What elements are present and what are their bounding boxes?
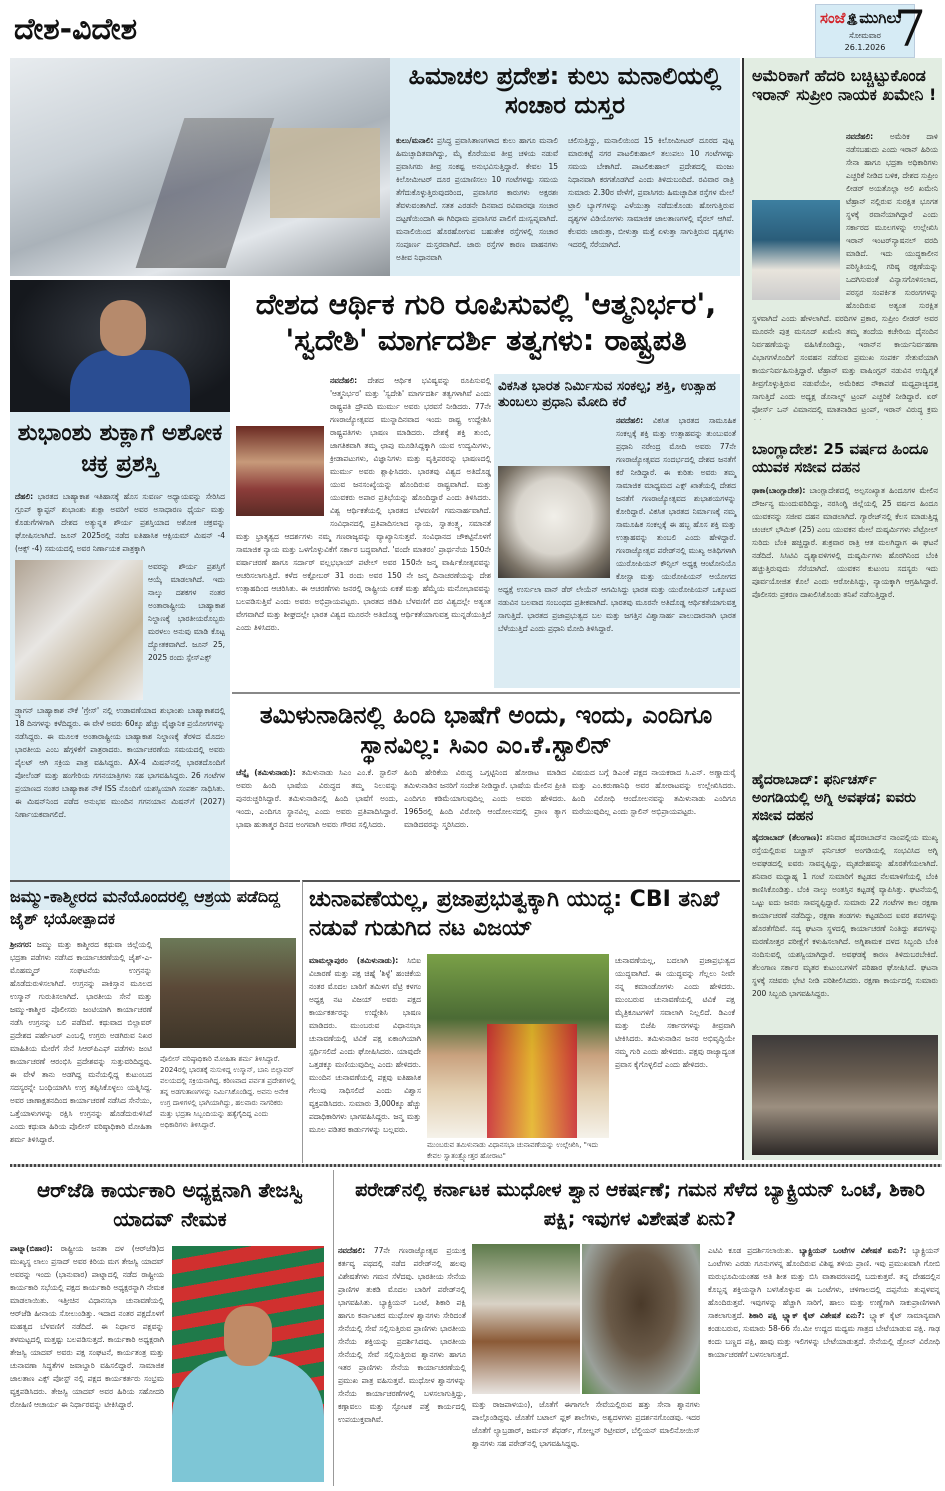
bangladesh-body bbox=[752, 484, 938, 762]
shubhanshu-body1 bbox=[15, 490, 225, 558]
section-title: ದೇಶ-ವಿದೇಶ bbox=[14, 12, 138, 47]
parade-col2: ಮತ್ತು ರಾಜಪಾಳಯಂ), ಜೊತೆಗೆ ಈಗಾಗಲೇ ಸೇವೆಯಲ್ಲಿರುವ ಹತ್ತು ಸೇನಾ ಶ್ವಾನಗಳು ಪಾಲ್ಗೊಂಡಿದ್ದವು. ಜೊತೆಗೆ ಬಟಾಲ್ ಫ್ಲಕ್ ಶಾಲೆಗಳು, ಅಶ್ವದಳಗಳು ಪ್ರದರ್ಶನಗೊಂಡವು. ಇದರ ಜೊತೆಗೆ ಲ್ಯಾಬ್ರಡಾರ್, ಜರ್ಮನ್ ಶೆಫರ್ಡ್, ಗೋಲ್ಡನ್ ರಿಟ್ರೀವರ್, ಬೆಲ್ಜಿಯನ್ ಮಾಲಿನೋಯಿಸ್ ಶ್ವಾನಗಳು ಸಹ ಪರೇಡ್‌ನಲ್ಲಿ ಭಾಗವಹಿಸಿದ್ದವು. bbox=[472, 1400, 700, 1448]
himachal-col1 bbox=[396, 134, 558, 272]
scarf bbox=[487, 1024, 577, 1138]
shubhanshu-body2: ಅವರನ್ನು ಶೌರ್ಯ ಪ್ರಶಸ್ತಿಗೆ ಆಯ್ಕೆ ಮಾಡಲಾಗಿದೆ. ಇದು ನಾಲ್ಕು ದಶಕಗಳ ನಂತರ ಅಂತಾರಾಷ್ಟ್ರೀಯ ಬಾಹ್ಯಾಕಾಶ ನಿಲ್ದಾಣಕ್ಕೆ ಭಾರತೀಯರೊಬ್ಬರು ಮರಳಲು ಅನುವು ಮಾಡಿ ಕೊಟ್ಟ ದ್ಯೋತಕವಾಗಿದೆ. ಜೂನ್ 25, 2025 ರಂದು ಸ್ಪೇಸ್‌ಎಕ್ಸ್ bbox=[148, 562, 225, 662]
murmu-photo bbox=[236, 426, 324, 516]
shubhanshu-body3: ಡ್ರ್ಯಾಗನ್ ಬಾಹ್ಯಾಕಾಶ ನೌಕೆ 'ಗ್ರೇಸ್' ನಲ್ಲಿ ಉಡಾವಣೆಯಾದ ಶುಭಾಂಶು ಬಾಹ್ಯಾಕಾಶದಲ್ಲಿ 18 ದಿನಗಳನ್ನು ಕಳೆದಿದ್ದರು. ಈ ವೇಳೆ ಅವರು 60ಕ್ಕೂ ಹೆಚ್ಚು ವೈಜ್ಞಾನಿಕ ಪ್ರಯೋಗಗಳನ್ನು ನಡೆಸಿದ್ದರು. ಈ ಮೂಲಕ ಅಂತಾರಾಷ್ಟ್ರೀಯ ಬಾಹ್ಯಾಕಾಶ ನಿಲ್ದಾಣಕ್ಕೆ ತೆರಳಿದ ಮೊದಲ ಭಾರತೀಯ ಎಂಬ ಹೆಗ್ಗಳಿಕೆಗೆ ಪಾತ್ರರಾದರು. ಕಾರ್ಯಾಚರಣೆಯ ಸಮಯದಲ್ಲಿ ಅವರು ಪೈಲಟ್ ಆಗಿ ಸಕ್ರಿಯ ಪಾತ್ರ ವಹಿಸಿದ್ದರು. AX-4 ಮಿಷನ್‌ನಲ್ಲಿ ಭಾರತದೊಂದಿಗೆ ಪೋಲೆಂಡ್ ಮತ್ತು ಹಂಗೇರಿಯ ಗಗನಯಾತ್ರಿಗಳು ಸಹ ಭಾಗವಹಿಸಿದ್ದರು. 26 ಗಂಟೆಗಳ ಪ್ರಯಾಣದ ನಂತರ ಬಾಹ್ಯಾಕಾಶ ನೌಕೆ ISS ನೊಂದಿಗೆ ಯಶಸ್ವಿಯಾಗಿ ಸಂಪರ್ಕ ಸಾಧಿಸಿತು. ಈ ಮಿಷನ್‌ನಿಂದ ಪಡೆದ ಅನುಭವ ಮುಂದಿನ ಗಗನಯಾನ ಮಿಷನ್‌ಗೆ (2027) ನಿರ್ಣಾಯಕವಾಗಲಿದೆ. bbox=[15, 706, 225, 819]
section-divider bbox=[10, 1164, 942, 1167]
face bbox=[224, 1306, 272, 1366]
hyderabad-body-text: ಶನಿವಾರ ಹೈದರಾಬಾದ್‌ನ ನಾಂಪಲ್ಲಿಯ ಮುಖ್ಯ ರಸ್ತೆಯಲ್ಲಿರುವ ಬಚ್ಚಾಸ್ ಫರ್ನಿಚರ್ ಅಂಗಡಿಯಲ್ಲಿ ಸಂಭವಿಸಿದ ಅಗ್ನಿ ಅವಘಡದಲ್ಲಿ ಐವರು ಸಾವನ್ನಪ್ಪಿದ್ದು, ಮೃತದೇಹವನ್ನು ಹೊರತೆಗೆಯಲಾಗಿದೆ. ಶನಿವಾರ ಮಧ್ಯಾಹ್ನ 1 ಗಂಟೆ ಸುಮಾರಿಗೆ ಕಟ್ಟಡದ ನೆಲಮಾಳಿಗೆಯಲ್ಲಿ ಬೆಂಕಿ ಕಾಣಿಸಿಕೊಂಡಿತ್ತು. ಬೆಂಕಿ ನಾಲ್ಕು ಅಂತಸ್ತಿನ ಕಟ್ಟಡಕ್ಕೆ ವ್ಯಾಪಿಸಿತ್ತು. ಘಟನೆಯಲ್ಲಿ ಒಟ್ಟು ಐದು ಜನರು ಸಾವನ್ನಪ್ಪಿದ್ದಾರೆ. ಸುಮಾರು 22 ಗಂಟೆಗಳ ಕಾಲ ರಕ್ಷಣಾ ಕಾರ್ಯಾಚರಣೆ ನಡೆದಿದ್ದು, ರಕ್ಷಣಾ ತಂಡಗಳು ಕಟ್ಟಡದಿಂದ ಐವರ ಶವಗಳನ್ನು ಹೊರತೆಗೆದಿವೆ. ಸದ್ಯ ಘಟನಾ ಸ್ಥಳದಲ್ಲಿ ಕಾರ್ಯಾಚರಣೆ ನಿಂತಿದ್ದು ಶವಗಳನ್ನು ಮರಣೋತ್ತರ ಪರೀಕ್ಷೆಗೆ ಕಳುಹಿಸಲಾಗಿದೆ. ಅಗ್ನಿಶಾಮಕ ದಳದ ಸಿಬ್ಬಂದಿ ಬೆಂಕಿ ನಂದಿಸುವಲ್ಲಿ ಯಶಸ್ವಿಯಾಗಿದ್ದಾರೆ. ಅವಘಡಕ್ಕೆ ಕಾರಣ ತಿಳಿದುಬರಬೇಕಿದೆ. ತೆಲಂಗಾಣ ಸರ್ಕಾರ ಮೃತರ ಕುಟುಂಬಗಳಿಗೆ ಪರಿಹಾರ ಘೋಷಿಸಿದೆ. ಘಟನಾ ಸ್ಥಳಕ್ಕೆ ಸಚಿವರು ಭೇಟಿ ನೀಡಿ ಪರಿಶೀಲಿಸಿದರು. ರಕ್ಷಣಾ ಕಾರ್ಯದಲ್ಲಿ ಸುಮಾರು 200 ಸಿಬ್ಬಂದಿ ಭಾಗವಹಿಸಿದ್ದರು. bbox=[752, 833, 938, 998]
shubhanshu-body1-text: ಭಾರತದ ಬಾಹ್ಯಾಕಾಶ ಇತಿಹಾಸಕ್ಕೆ ಹೊಸ ಸುವರ್ಣ ಅಧ್ಯಾಯವನ್ನು ಸೇರಿಸಿದ ಗ್ರೂಪ್ ಕ್ಯಾಪ್ಟನ್ ಶುಭಾಂಶು ಶುಕ್ಲಾ ಅವರಿಗೆ ಅವರ ಅಸಾಧಾರಣ ಧೈರ್ಯ ಮತ್ತು ಕೊಡುಗೆಗಳಿಗಾಗಿ ದೇಶದ ಅತ್ಯುನ್ನತ ಶೌರ್ಯ ಪ್ರಶಸ್ತಿಯಾದ ಅಶೋಕ ಚಕ್ರವನ್ನು ಘೋಷಿಸಲಾಗಿದೆ. ಜೂನ್ 2025ರಲ್ಲಿ ನಡೆದ ಐತಿಹಾಸಿಕ ಆಕ್ಸಿಯಮ್ ಮಿಷನ್ -4 (ಆಕ್ಸ್ -4) ಸಮಯದಲ್ಲಿ ಅವರ ನಿರ್ಣಾಯಕ ಪಾತ್ರಕ್ಕಾಗಿ bbox=[15, 492, 225, 553]
hyderabad-headline: ಹೈದರಾಬಾದ್: ಫರ್ನಿಚರ್ಸ್ ಅಂಗಡಿಯಲ್ಲಿ ಅಗ್ನಿ ಅವಘಡ; ಐವರು ಸಜೀವ ದಹನ bbox=[752, 772, 916, 825]
stalin-article bbox=[232, 692, 740, 880]
jaish-article bbox=[10, 880, 300, 1163]
stalin-headline: ತಮಿಳುನಾಡಿನಲ್ಲಿ ಹಿಂದಿ ಭಾಷೆಗೆ ಅಂದು, ಇಂದು, ಎಂದಿಗೂ ಸ್ಥಾನವಿಲ್ಲ: ಸಿಎಂ ಎಂ.ಕೆ.ಸ್ಟಾಲಿನ್ bbox=[259, 701, 713, 759]
parade-col1 bbox=[338, 1244, 466, 1424]
bangladesh-dateline: ಢಾಕಾ(ಬಾಂಗ್ಲಾದೇಶ): bbox=[752, 486, 806, 495]
column-rule bbox=[333, 1170, 334, 1486]
terrorist-photo bbox=[160, 938, 296, 1048]
parade-dateline: ನವದೆಹಲಿ: bbox=[338, 1246, 366, 1255]
shubhanshu-headline: ಶುಭಾಂಶು ಶುಕ್ಲಾಗೆ ಅಶೋಕ ಚಕ್ರ ಪ್ರಶಸ್ತಿ bbox=[17, 420, 223, 478]
kite-subhead: ಶಿಕಾರಿ ಪಕ್ಷಿ ಬ್ಲ್ಯಾಕ್ ಕೈಟ್ ವಿಶೇಷತೆ ಏನು?: bbox=[748, 1311, 865, 1320]
vijay-dateline: ಮಾಮಲ್ಲಾಪುರಂ (ತಮಿಳುನಾಡು): bbox=[309, 956, 399, 965]
jaish-dateline: ಶ್ರೀನಗರ: bbox=[10, 940, 32, 949]
vijay-photo bbox=[427, 954, 609, 1138]
jaish-headline: ಜಮ್ಮು-ಕಾಶ್ಮೀರದ ಮನೆಯೊಂದರಲ್ಲಿ ಆಶ್ರಯ ಪಡೆದಿದ್ದ ಜೈಶ್ ಭಯೋತ್ಪಾದಕ bbox=[10, 887, 280, 928]
himachal-col1-text: ಪ್ರಸಿದ್ಧ ಪ್ರವಾಸಿತಾಣಗಳಾದ ಕುಲು ಹಾಗೂ ಮನಾಲಿ ಹಿಮಚ್ಛಾದಿತವಾಗಿದ್ದು, ಮೈ ಕೊರೆಯುವ ತೀವ್ರ ಚಳಿಯ ನಡುವೆ ಪ್ರವಾಸಿಗರು ತೀವ್ರ ಸಂಕಷ್ಟ ಅನುಭವಿಸುತ್ತಿದ್ದಾರೆ. ಕೇವಲ 15 ಕಿಲೋಮೀಟರ್ ದೂರ ಪ್ರಯಾಣಿಸಲು 10 ಗಂಟೆಗಳಷ್ಟು ಸಮಯ ತೆಗೆದುಕೊಳ್ಳುತ್ತಿರುವುದರಿಂದ, ಪ್ರವಾಸಿಗರ ಕಾರುಗಳು ಅಕ್ಷರಶಃ ತೆವಳುವಂತಾಗಿದೆ. ಸತತ ಎರಡನೇ ದಿನವಾದ ರವಿವಾರವೂ ಸಂಚಾರ ದಟ್ಟಣೆಯಿಂದಾಗಿ ಈ ಗಿರಿಧಾಮ ಪ್ರವಾಸಿಗರ ಪಾಲಿಗೆ ದುಃಸ್ವಪ್ನವಾಗಿದೆ. ಮನಾಲಿಯಿಂದ ಹೊರಹೋಗುವ ಬಹುತೇಕ ರಸ್ತೆಗಳಲ್ಲಿ ಸಂಚಾರ ಸಂಪೂರ್ಣ ದುಸ್ತರವಾಗಿದೆ. ಜಾರು ರಸ್ತೆಗಳ ಕಾರಣ ವಾಹನಗಳು ಅತೀವ ನಿಧಾನವಾಗಿ bbox=[396, 136, 558, 262]
hyderabad-dateline: ಹೈದರಾಬಾದ್ (ತೆಲಂಗಾಣ): bbox=[752, 833, 823, 842]
himachal-dateline: ಕುಲು/ಮನಾಲಿ: bbox=[396, 136, 434, 145]
vijay-col1-text: ಸಿಬಿಐ ವಿಚಾರಣೆ ಮತ್ತು ಪಕ್ಷ ಚಿಹ್ನೆ 'ಶಿಳ್ಳೆ' ಹಂಚಿಕೆಯ ನಂತರ ಮೊದಲ ಬಾರಿಗೆ ತಮಿಳಗ ವೆಟ್ರಿ ಕಳಗಂ ಅಧ್ಯಕ್ಷ ನಟ ವಿಜಯ್ ಅವರು ಪಕ್ಷದ ಕಾರ್ಯಕರ್ತರನ್ನು ಉದ್ದೇಶಿಸಿ ಭಾಷಣ ಮಾಡಿದರು. ಮುಂಬರುವ ವಿಧಾನಸಭಾ ಚುನಾವಣೆಯಲ್ಲಿ ಟಿವಿಕೆ ಪಕ್ಷ ಏಕಾಂಗಿಯಾಗಿ ಸ್ಪರ್ಧಿಸಲಿದೆ ಎಂದು ಘೋಷಿಸಿದರು. ಯಾವುದೇ ಒತ್ತಡಕ್ಕೂ ಮಣಿಯುವುದಿಲ್ಲ ಎಂದು ಹೇಳಿದರು. ಮುಂದಿನ ಚುನಾವಣೆಯಲ್ಲಿ ಪಕ್ಷವು ಐತಿಹಾಸಿಕ ಗೆಲುವು ಸಾಧಿಸಲಿದೆ ಎಂದು ವಿಶ್ವಾಸ ವ್ಯಕ್ತಪಡಿಸಿದರು. ಸುಮಾರು 3,000ಕ್ಕೂ ಹೆಚ್ಚು ಪದಾಧಿಕಾರಿಗಳು ಭಾಗವಹಿಸಿದ್ದರು. ಜನ್ಮ ಮತ್ತು ಮೂಲ ಪಡಿತರ ಕಾರ್ಡುಗಳನ್ನು ಬಲ್ಲವರು. bbox=[309, 956, 421, 1134]
modi-article bbox=[494, 374, 740, 688]
modi-body-text: ವಿಕಸಿತ ಭಾರತದ ಸಾಮೂಹಿಕ ಸಂಕಲ್ಪಕ್ಕೆ ಶಕ್ತಿ ಮತ್ತು ಉತ್ಸಾಹವನ್ನು ತುಂಬುವಂತೆ ಪ್ರಧಾನಿ ನರೇಂದ್ರ ಮೋದಿ ಅವರು 77ನೇ ಗಣರಾಜ್ಯೋತ್ಸವದ ಸಂದರ್ಭದಲ್ಲಿ ದೇಶದ ಜನತೆಗೆ ಕರೆ ನೀಡಿದ್ದಾರೆ. ಈ ಕುರಿತು ಅವರು ತಮ್ಮ ಸಾಮಾಜಿಕ ಮಾಧ್ಯಮದ ಎಕ್ಸ್ ಖಾತೆಯಲ್ಲಿ ದೇಶದ ಜನತೆಗೆ ಗಣರಾಜ್ಯೋತ್ಸವದ ಶುಭಾಶಯಗಳನ್ನು ಕೋರಿದ್ದಾರೆ. ವಿಕಸಿತ ಭಾರತದ ನಿರ್ಮಾಣಕ್ಕೆ ನಮ್ಮ ಸಾಮೂಹಿಕ ಸಂಕಲ್ಪಕ್ಕೆ ಈ ಹಬ್ಬ ಹೊಸ ಶಕ್ತಿ ಮತ್ತು ಉತ್ಸಾಹವನ್ನು ತುಂಬಲಿ ಎಂದು ಹೇಳಿದ್ದಾರೆ. ಗಣರಾಜ್ಯೋತ್ಸವ ಪರೇಡ್‌ನಲ್ಲಿ ಮುಖ್ಯ ಅತಿಥಿಗಳಾಗಿ ಯುರೋಪಿಯನ್ ಕೌನ್ಸಿಲ್ ಅಧ್ಯಕ್ಷ ಆಂಟೋನಿಯೊ ಕೋಸ್ಟಾ ಮತ್ತು ಯುರೋಪಿಯನ್ ಆಯೋಗದ ಅಧ್ಯಕ್ಷೆ ಉರ್ಸುಲಾ ವಾನ್ ಡೆರ್ ಲೇಯೆನ್ ಆಗಮಿಸಿದ್ದು ಭಾರತ ಮತ್ತು ಯುರೋಪಿಯನ್ ಒಕ್ಕೂಟದ ನಡುವಿನ ಬಲವಾದ ಸಂಬಂಧದ ಪ್ರತೀಕವಾಗಿದೆ. ಭಾರತವು ಮೂರನೇ ಅತಿದೊಡ್ಡ ಆರ್ಥಿಕತೆಯಾಗುವತ್ತ ಸಾಗುತ್ತಿದೆ. ಭಾರತದ ಪ್ರಜಾಪ್ರಭುತ್ವದ ಬಲ ಮತ್ತು ಜಗತ್ತಿನ ವಿಶ್ವಾಸಾರ್ಹ ಪಾಲುದಾರನಾಗಿ ಭಾರತ ಬೆಳೆಯುತ್ತಿದೆ ಎಂದು ಪ್ರಧಾನಿ ಮೋದಿ ತಿಳಿಸಿದ್ದಾರೆ. bbox=[498, 416, 736, 633]
tejashwi-article bbox=[10, 1170, 330, 1486]
camel-text: ಬ್ಯಾಕ್ಟ್ರಿಯನ್ ಒಂಟೆಗಳು ಎರಡು ಗೂನುಗಳನ್ನ ಹೊಂದಿರುವ ವಿಶಿಷ್ಟ ತಳಿಯ ಪ್ರಾಣಿ. ಇವು ಪ್ರಮುಖವಾಗಿ ಗೋಬಿ ಮರುಭೂಮಿಯಂತಹ ಅತಿ ಶೀತ ಮತ್ತು ಬಿಸಿ ವಾತಾವರಣದಲ್ಲಿ ಬದುಕುತ್ತವೆ. ತನ್ನ ದೇಹದಲ್ಲಿನ ಕೊಬ್ಬನ್ನ ಶಕ್ತಿಯನ್ನಾಗಿ ಬಳಸಿಕೊಳ್ಳುವ ಈ ಒಂಟೆಗಳು, ಚಳಿಗಾಲದಲ್ಲಿ ದಪ್ಪನೆಯ ತುಪ್ಪಳವನ್ನ ಹೊಂದಿರುತ್ತವೆ. ಇವುಗಳನ್ನು ಹೆಚ್ಚಾಗಿ ಸಾರಿಗೆ, ಹಾಲು ಮತ್ತು ಉಣ್ಣೆಗಾಗಿ ಸಾಕುಪ್ರಾಣಿಗಳಾಗಿ ಸಾಕಲಾಗುತ್ತದೆ. bbox=[708, 1246, 940, 1320]
bangladesh-article bbox=[742, 420, 942, 765]
parade-col1-text: 77ನೇ ಗಣರಾಜ್ಯೋತ್ಸವ ಪ್ರಯುಕ್ತ ಕರ್ತವ್ಯ ಪಥದಲ್ಲಿ ನಡೆದ ಪರೇಡ್‌ನಲ್ಲಿ ಹಲವು ವಿಶೇಷತೆಗಳು ಗಮನ ಸೆಳೆದವು. ಭಾರತೀಯ ಸೇನೆಯ ಪ್ರಾಣಿಗಳ ತುಕಡಿ ಮೊದಲ ಬಾರಿಗೆ ಪರೇಡ್‌ನಲ್ಲಿ ಭಾಗವಹಿಸಿತು. ಬ್ಯಾಕ್ಟ್ರಿಯನ್ ಒಂಟೆ, ಶಿಕಾರಿ ಪಕ್ಷಿ ಹಾಗೂ ಕರ್ನಾಟಕದ ಮುಧೋಳ ಶ್ವಾನಗಳು ಸೇರಿದಂತೆ ಸೇನೆಯಲ್ಲಿ ಸೇವೆ ಸಲ್ಲಿಸುತ್ತಿರುವ ಪ್ರಾಣಿಗಳು ಭಾರತೀಯ ಸೇನೆಯ ಶಕ್ತಿಯನ್ನು ಪ್ರದರ್ಶಿಸಿದವು. ಭಾರತೀಯ ಸೇನೆಯಲ್ಲಿ ಸೇವೆ ಸಲ್ಲಿಸುತ್ತಿರುವ ಶ್ವಾನಗಳು ಹಾಗೂ ಇತರ ಪ್ರಾಣಿಗಳು ಸೇನೆಯ ಕಾರ್ಯಾಚರಣೆಯಲ್ಲಿ ಪ್ರಮುಖ ಪಾತ್ರ ವಹಿಸುತ್ತವೆ. ಮುಧೋಳ ಶ್ವಾನಗಳನ್ನು ಸೇನೆಯ ಕಾರ್ಯಾಚರಣೆಗಳಲ್ಲಿ ಬಳಸಲಾಗುತ್ತಿದ್ದು, ಕಣ್ಗಾವಲು ಮತ್ತು ಸ್ಫೋಟಕ ಪತ್ತೆ ಕಾರ್ಯದಲ್ಲಿ ಉಪಯುಕ್ತವಾಗಿವೆ. bbox=[338, 1246, 466, 1424]
vijay-article bbox=[302, 880, 740, 1163]
face bbox=[100, 300, 146, 356]
bangladesh-body-text: ಬಾಂಗ್ಲಾದೇಶದಲ್ಲಿ ಅಲ್ಪಸಂಖ್ಯಾತ ಹಿಂದೂಗಳ ಮೇಲಿನ ದೌರ್ಜನ್ಯ ಮುಂದುವರಿದಿದ್ದು, ನರಸಿಂಗ್ಡಿ ಜಿಲ್ಲೆಯಲ್ಲಿ 25 ವರ್ಷದ ಹಿಂದೂ ಯುವಕನನ್ನು ಸಜೀವ ದಹನ ಮಾಡಲಾಗಿದೆ. ಗ್ಯಾರೇಜ್‌ನಲ್ಲಿ ಕೆಲಸ ಮಾಡುತ್ತಿದ್ದ ಚಂಚಲ್ ಭೌಮಿಕ್ (25) ಎಂಬ ಯುವಕನ ಮೇಲೆ ದುಷ್ಕರ್ಮಿಗಳು ಪೆಟ್ರೋಲ್ ಸುರಿದು ಬೆಂಕಿ ಹಚ್ಚಿದ್ದಾರೆ. ಶುಕ್ರವಾರ ರಾತ್ರಿ ಆತ ಮಲಗಿದ್ದಾಗ ಈ ಘಟನೆ ನಡೆದಿದೆ. ಸಿಸಿಟಿವಿ ದೃಶ್ಯಾವಳಿಗಳಲ್ಲಿ ದುಷ್ಕರ್ಮಿಗಳು ಹೊರಗಿನಿಂದ ಬೆಂಕಿ ಹಚ್ಚುತ್ತಿರುವುದು ಸೆರೆಯಾಗಿದೆ. ಯುವಕನ ಕುಟುಂಬ ಸದಸ್ಯರು ಇದು ಪೂರ್ವಯೋಜಿತ ಕೊಲೆ ಎಂದು ಆರೋಪಿಸಿದ್ದು, ನ್ಯಾಯಕ್ಕಾಗಿ ಆಗ್ರಹಿಸಿದ್ದಾರೆ. ಪೊಲೀಸರು ಪ್ರಕರಣ ದಾಖಲಿಸಿಕೊಂಡು ತನಿಖೆ ನಡೆಸುತ್ತಿದ್ದಾರೆ. bbox=[752, 486, 938, 599]
paper-name-black: ಮುಗಿಲು bbox=[859, 9, 901, 27]
iran-article bbox=[742, 58, 942, 420]
shirt bbox=[172, 1356, 324, 1482]
president-body-text: ದೇಶದ ಆರ್ಥಿಕ ಭವಿಷ್ಯವನ್ನು ರೂಪಿಸುವಲ್ಲಿ 'ಆತ್ಮನಿರ್ಭರ' ಮತ್ತು 'ಸ್ವದೇಶಿ' ಮಾರ್ಗದರ್ಶಿ ತತ್ವಗಳಾಗಿವೆ ಎಂದು ರಾಷ್ಟ್ರಪತಿ ದ್ರೌಪದಿ ಮುರ್ಮು ಅವರು ಭರವಸೆ ನೀಡಿದರು. 77ನೇ ಗಣರಾಜ್ಯೋತ್ಸವದ ಮುನ್ನಾದಿನವಾದ ಇಂದು ರಾಷ್ಟ್ರ ಉದ್ದೇಶಿಸಿ ರಾಷ್ಟ್ರಪತಿಗಳು ಭಾಷಣ ಮಾಡಿದರು. ದೇಶಕ್ಕೆ ಶಕ್ತಿ ತುಂಬಿ, ಜಾಗತಿಕವಾಗಿ ತಮ್ಮ ಛಾಪು ಮೂಡಿಸಿದ್ದಕ್ಕಾಗಿ ಯುವ ಉದ್ಯಮಿಗಳು, ಕ್ರೀಡಾಪಟುಗಳು, ವಿಜ್ಞಾನಿಗಳು ಮತ್ತು ವೃತ್ತಿಪರರನ್ನು ಭಾಷಣದಲ್ಲಿ ಮುರ್ಮು ಅವರು ಶ್ಲಾಘಿಸಿದರು. ಭಾರತವು ವಿಶ್ವದ ಅತಿದೊಡ್ಡ ಯುವ ಜನಸಂಖ್ಯೆಯನ್ನು ಹೊಂದಿರುವ ರಾಷ್ಟ್ರವಾಗಿದೆ. ಮತ್ತು ಯುವಕರು ಅಪಾರ ಪ್ರತಿಭೆಯನ್ನು ಹೊಂದಿದ್ದಾರೆ ಎಂದು ತಿಳಿಸಿದರು. ವಿಶ್ವ ಆರ್ಥಿಕತೆಯಲ್ಲಿ ಭಾರತದ ಬೆಳವಣಿಗೆ ಗಮನಾರ್ಹವಾಗಿದೆ. ಸಂವಿಧಾನದಲ್ಲಿ ಪ್ರತಿಪಾದಿಸಲಾದ ನ್ಯಾಯ, ಸ್ವಾತಂತ್ರ್ಯ, ಸಮಾನತೆ ಮತ್ತು ಭ್ರಾತೃತ್ವದ ಆದರ್ಶಗಳು ನಮ್ಮ ಗಣರಾಜ್ಯವನ್ನು ವ್ಯಾಖ್ಯಾನಿಸುತ್ತವೆ. ಸಂವಿಧಾನದ ಚೌಕಟ್ಟಿನೊಳಗೆ ಸಾಮಾಜಿಕ ನ್ಯಾಯ ಮತ್ತು ಒಳಗೊಳ್ಳುವಿಕೆಗೆ ಸರ್ಕಾರ ಬದ್ಧವಾಗಿದೆ. 'ವಂದೇ ಮಾತರಂ' ಪ್ರಾರ್ಥನೆಯ 150ನೇ ವರ್ಷಾಚರಣೆ ಹಾಗೂ ಸರ್ದಾರ್ ವಲ್ಲಭಭಾಯ್ ಪಟೇಲ್ ಅವರ 150ನೇ ಜನ್ಮ ವಾರ್ಷಿಕೋತ್ಸವವನ್ನು ಆಚರಿಸಲಾಗುತ್ತಿದೆ. ಕಳೆದ ಅಕ್ಟೋಬರ್ 31 ರಂದು ಅವರ 150 ನೇ ಜನ್ಮ ದಿನಾಚರಣೆಯನ್ನು ದೇಶ ಉತ್ಸಾಹದಿಂದ ಆಚರಿಸಿತು. ಈ ಆಚರಣೆಗಳು ಜನರಲ್ಲಿ ರಾಷ್ಟ್ರೀಯ ಏಕತೆ ಮತ್ತು ಹೆಮ್ಮೆಯ ಮನೋಭಾವವನ್ನು ಬಲಪಡಿಸುತ್ತಿವೆ ಎಂದು ಅವರು ಅಭಿಪ್ರಾಯಪಟ್ಟರು. ಭಾರತದ ಜಿಡಿಪಿ ಬೆಳವಣಿಗೆ ದರ ವಿಶ್ವದಲ್ಲೇ ಅತ್ಯಂತ ವೇಗವಾಗಿದೆ ಮತ್ತು ಶೀಘ್ರದಲ್ಲೇ ಭಾರತ ವಿಶ್ವದ ಮೂರನೇ ಅತಿದೊಡ್ಡ ಆರ್ಥಿಕತೆಯಾಗುವತ್ತ ಮುನ್ನಡೆಯುತ್ತಿದೆ ಎಂದು ತಿಳಿಸಿದರು. bbox=[236, 376, 491, 632]
parade-col3 bbox=[708, 1244, 940, 1484]
hyderabad-body bbox=[752, 831, 938, 1029]
hyderabad-article bbox=[742, 765, 942, 1160]
kite-text: ಬ್ಲ್ಯಾಕ್ ಕೈಟ್ ಸಾಮಾನ್ಯವಾಗಿ ಕಂಡುಬರುವ, ಸುಮಾರು 58-66 ಸೆಂ.ಮೀ ಉದ್ದದ ಮಧ್ಯಮ ಗಾತ್ರದ ಬೇಟೆಯಾಡುವ ಪಕ್ಷಿ. ಗಾಢ ಕಂದು ಬಣ್ಣದ ಪಕ್ಷಿ, ಹಾವು ಮತ್ತು ಇಲಿಗಳನ್ನು ಬೇಟೆಯಾಡುತ್ತದೆ. ಸೇನೆಯಲ್ಲಿ ಡ್ರೋನ್ ವಿರೋಧಿ ಕಾರ್ಯಾಚರಣೆಗೆ ಬಳಸಲಾಗುತ್ತದೆ. bbox=[708, 1311, 940, 1359]
stalin-col1-text: ತಮಿಳುನಾಡು ಸಿಎಂ ಎಂ.ಕೆ. ಸ್ಟಾಲಿನ್ ಅವರು ಹಿಂದಿ ಭಾಷೆಯ ವಿರುದ್ಧದ ತಮ್ಮ ನಿಲುವನ್ನು ಪುನರುಚ್ಚರಿಸಿದ್ದಾರೆ. ತಮಿಳುನಾಡಿನಲ್ಲಿ ಹಿಂದಿ ಭಾಷೆಗೆ ಅಂದು, ಇಂದು, ಎಂದಿಗೂ ಸ್ಥಾನವಿಲ್ಲ ಎಂದು ಅವರು ಪ್ರತಿಪಾದಿಸಿದ್ದಾರೆ. ಭಾಷಾ ಹುತಾತ್ಮರ ದಿನದ ಅಂಗವಾಗಿ ಅವರು ಗೌರವ ಸಲ್ಲಿಸಿದರು. bbox=[236, 768, 399, 829]
tejashwi-body-text: ರಾಷ್ಟ್ರೀಯ ಜನತಾ ದಳ (ಆರ್‌ಜೆಡಿ)ದ ಮುಖ್ಯಸ್ಥ ಲಾಲು ಪ್ರಸಾದ್ ಅವರ ಕಿರಿಯ ಮಗ ತೇಜಸ್ವಿ ಯಾದವ್ ಅವರನ್ನು ಇಂದು (ಭಾನುವಾರ) ಪಾಟ್ನಾದಲ್ಲಿ ನಡೆದ ರಾಷ್ಟ್ರೀಯ ಕಾರ್ಯಕಾರಿ ಸಭೆಯಲ್ಲಿ ಪಕ್ಷದ ಕಾರ್ಯಕಾರಿ ಅಧ್ಯಕ್ಷರನ್ನಾಗಿ ನೇಮಕ ಮಾಡಲಾಯಿತು. ಇತ್ತೀಚಿನ ವಿಧಾನಸಭಾ ಚುನಾವಣೆಯಲ್ಲಿ ಆರ್‌ಜೆಡಿ ಹೀನಾಯ ಸೋಲುಂಡಿತ್ತು. ಇದಾದ ನಂತರ ಪಕ್ಷದೊಳಗೆ ಮಹತ್ವದ ಬೆಳವಣಿಗೆ ನಡೆದಿದೆ. ಈ ನಿರ್ಧಾರ ಪಕ್ಷವನ್ನು ತಳಮಟ್ಟದಲ್ಲಿ ಮತ್ತಷ್ಟು ಬಲಪಡಿಸುತ್ತದೆ. ಕಾರ್ಯಕಾರಿ ಅಧ್ಯಕ್ಷರಾಗಿ ತೇಜಸ್ವಿ ಯಾದವ್ ಅವರು ಪಕ್ಷ ಸಂಘಟನೆ, ಕಾರ್ಯತಂತ್ರ ಮತ್ತು ಚುನಾವಣಾ ಸಿದ್ಧತೆಗಳ ಜವಾಬ್ದಾರಿ ವಹಿಸಲಿದ್ದಾರೆ. ಸಾಮಾಜಿಕ ಜಾಲತಾಣ ಎಕ್ಸ್ ಪೋಸ್ಟ್ ನಲ್ಲಿ ಪಕ್ಷದ ಕಾರ್ಯಕರ್ತರು ಸಂಭ್ರಮ ವ್ಯಕ್ತಪಡಿಸಿದರು. ತೇಜಸ್ವಿ ಯಾದವ್ ಅವರ ಹಿರಿಯ ಸಹೋದರಿ ರೋಹಿಣಿ ಆಚಾರ್ಯ ಈ ನಿರ್ಧಾರವನ್ನು ಟೀಕಿಸಿದ್ದಾರೆ. bbox=[10, 1244, 164, 1409]
president-body bbox=[236, 374, 491, 686]
stalin-col3: ವಿಷಯದ ಬಗ್ಗೆ ಡಿಎಂಕೆ ಪಕ್ಷದ ನಾಯಕರಾದ ಸಿ.ಎನ್. ಅಣ್ಣಾದುರೈ ಮತ್ತು ಎಂ.ಕರುಣಾನಿಧಿ ಅವರ ಹೋರಾಟವನ್ನು ಉಲ್ಲೇಖಿಸಿದರು. ಹಿಂದಿ ವಿರೋಧಿ ಆಂದೋಲನವನ್ನು ತಮಿಳುನಾಡು ಎಂದಿಗೂ ಮರೆಯುವುದಿಲ್ಲ ಎಂದು ಸ್ಟಾಲಿನ್ ಅಭಿಪ್ರಾಯಪಟ್ಟರು. bbox=[572, 768, 736, 816]
snow-traffic-photo bbox=[10, 58, 390, 276]
himachal-article bbox=[390, 58, 740, 276]
vijay-col3: ಚುನಾವಣೆಯಲ್ಲ, ಬದಲಾಗಿ ಪ್ರಜಾಪ್ರಭುತ್ವದ ಯುದ್ಧವಾಗಿದೆ. ಈ ಯುದ್ಧವನ್ನು ಗೆಲ್ಲಲು ನೀವೇ ನನ್ನ ಕಮಾಂಡೋಗಳು ಎಂದು ಹೇಳಿದರು. ಮುಂಬರುವ ಚುನಾವಣೆಯಲ್ಲಿ ಟಿವಿಕೆ ಪಕ್ಷ ಮೈತ್ರಿಕೂಟಗಳಿಗೆ ಸವಾಲಾಗಿ ನಿಲ್ಲಲಿದೆ. ಡಿಎಂಕೆ ಮತ್ತು ಬಿಜೆಪಿ ಸರ್ಕಾರಗಳನ್ನು ತೀವ್ರವಾಗಿ ಟೀಕಿಸಿದರು. ತಮಿಳುನಾಡಿನ ಜನರ ಅಭಿವೃದ್ಧಿಯೇ ನಮ್ಮ ಗುರಿ ಎಂದು ಹೇಳಿದರು. ಪಕ್ಷವು ರಾಜ್ಯಾದ್ಯಂತ ಪ್ರವಾಸ ಕೈಗೊಳ್ಳಲಿದೆ ಎಂದು ಹೇಳಿದರು. bbox=[615, 956, 735, 1069]
shubhanshu-photo bbox=[10, 280, 230, 412]
khamenei-photo bbox=[752, 200, 840, 300]
tejashwi-photo bbox=[172, 1246, 324, 1482]
modi-photo bbox=[498, 466, 610, 578]
vijay-col1 bbox=[309, 954, 421, 1162]
issue-date: 26.1.2026 bbox=[844, 43, 886, 52]
jaish-body bbox=[10, 938, 152, 1162]
president-article bbox=[232, 278, 740, 690]
iran-headline: ಅಮೆರಿಕಾಗೆ ಹೆದರಿ ಬಚ್ಚಿಟ್ಟುಕೊಂಡ ಇರಾನ್ ಸುಪ್ರೀಂ ನಾಯಕ ಖಮೇನಿ ! bbox=[752, 66, 937, 105]
iran-body bbox=[752, 130, 938, 416]
parade-article bbox=[338, 1170, 942, 1486]
parade-col3-text: ಎಟಿವಿ ಕೂಡ ಪ್ರದರ್ಶಿಸಲಾಯಿತು. bbox=[708, 1246, 794, 1255]
tejashwi-body bbox=[10, 1242, 164, 1482]
island-icon: 🏝 bbox=[845, 13, 860, 26]
paper-logo bbox=[820, 9, 901, 27]
tejashwi-headline: ಆರ್‌ಜೆಡಿ ಕಾರ್ಯಕಾರಿ ಅಧ್ಯಕ್ಷನಾಗಿ ತೇಜಸ್ವಿ ಯಾದವ್ ನೇಮಕ bbox=[36, 1178, 304, 1231]
fire-rescue-photo bbox=[752, 1035, 938, 1155]
himachal-col2: ಚಲಿಸುತ್ತಿದ್ದು, ಮನಾಲಿಯಿಂದ 15 ಕಿಲೋಮೀಟರ್ ದೂರದ ಪುಟ್ಟ ಮಾರುಕಟ್ಟೆ ನಗರ ಪಾಟಲಿಕುಹಾಲ್ ತಲುಪಲು 10 ಗಂಟೆಗಳಷ್ಟು ಸಮಯ ಬೇಕಾಗಿದೆ. ಪಾಟಲಿಕುಹಾಲ್ ಪ್ರದೇಶದಲ್ಲಿ ಮಂಜು ನಿಧಾನವಾಗಿ ಕರಗತೊಡಗಿದೆ ಎಂದು ತಿಳಿದುಬಂದಿದೆ. ರವಿವಾರ ರಾತ್ರಿ ಸುಮಾರು 2.30ರ ವೇಳೆಗೆ, ಪ್ರವಾಸಿಗರು ಹಿಮಚ್ಛಾದಿತ ರಸ್ತೆಗಳ ಮೇಲೆ ಟ್ರಾಲಿ ಬ್ಯಾಗ್‌ಗಳನ್ನು ಎಳೆಯುತ್ತಾ ನಡೆದುಕೊಂಡು ಹೋಗುತ್ತಿರುವ ದೃಶ್ಯಗಳ ವಿಡಿಯೋಗಳು ಸಾಮಾಜಿಕ ಜಾಲತಾಣಗಳಲ್ಲಿ ವೈರಲ್ ಆಗಿವೆ. ಕೆಲವರು ಜಾರುತ್ತಾ, ಬೀಳುತ್ತಾ ಮತ್ತೆ ಏಳುತ್ತಾ ಸಾಗುತ್ತಿರುವ ದೃಶ್ಯಗಳು ಇದರಲ್ಲಿ ಸೆರೆಯಾಗಿದೆ. bbox=[568, 136, 734, 249]
jaish-caption: ಪೊಲೀಸ್ ವರಿಷ್ಠಾಧಿಕಾರಿ ಮೋಹಿತಾ ಶರ್ಮ ತಿಳಿಸಿದ್ದಾರೆ. 2024ರಲ್ಲಿ ಭಾರತಕ್ಕೆ ನುಸುಳಿದ್ದ ಉಸ್ಮಾನ್, ಬಾನಿ ಬಿಲ್ಲಾವರ್ ವಲಯದಲ್ಲಿ ಸಕ್ರಿಯನಾಗಿದ್ದ. ಕಠಿಣವಾದ ಪರ್ವತ ಪ್ರದೇಶಗಳಲ್ಲಿ ತನ್ನ ಅಡಗುತಾಣಗಳನ್ನು ನಿರ್ಮಿಸಿಕೊಂಡಿದ್ದ. ಅವನು ಅನೇಕ ಉಗ್ರ ದಾಳಿಗಳಲ್ಲಿ ಭಾಗಿಯಾಗಿದ್ದು, ಹಲವಾರು ನಾಗರಿಕರು ಮತ್ತು ಭದ್ರತಾ ಸಿಬ್ಬಂದಿಯನ್ನು ಹತ್ಯೆಗೈದಿದ್ದ ಎಂದು ಅಧಿಕಾರಿಗಳು ತಿಳಿಸಿದ್ದಾರೆ. bbox=[160, 1055, 296, 1129]
issue-day: ಸೋಮವಾರ bbox=[849, 31, 881, 40]
stalin-col1 bbox=[236, 766, 398, 878]
road-with-cars bbox=[136, 118, 275, 268]
shukla-parents-photo bbox=[15, 560, 143, 700]
vijay-caption: ಮುಂಬರುವ ತಮಿಳುನಾಡು ವಿಧಾನಸಭಾ ಚುನಾವಣೆಯನ್ನು ಉಲ್ಲೇಖಿಸಿ, "ಇದು ಕೇವಲ ಸ್ವಾತಂತ್ರ್ಯೋತ್ತರ ಹೋರಾಟ" bbox=[427, 1141, 599, 1160]
paper-name-red: ಸಂಜೆ bbox=[820, 9, 846, 27]
vijay-headline: ಚುನಾವಣೆಯಲ್ಲ, ಪ್ರಜಾಪ್ರಭುತ್ವಕ್ಕಾಗಿ ಯುದ್ಧ: CBI ತನಿಖೆ ನಡುವೆ ಗುಡುಗಿದ ನಟ ವಿಜಯ್ bbox=[309, 887, 720, 941]
modi-headline: ವಿಕಸಿತ ಭಾರತ ನಿರ್ಮಿಸುವ ಸಂಕಲ್ಪ; ಶಕ್ತಿ, ಉತ್ಸಾಹ ತುಂಬಲು ಪ್ರಧಾನಿ ಮೋದಿ ಕರೆ bbox=[498, 378, 716, 411]
blue-flight-suit bbox=[70, 350, 190, 412]
shubhanshu-dateline: ದೆಹಲಿ: bbox=[15, 492, 34, 501]
iran-body-text: ಅಮೆರಿಕ ದಾಳಿ ನಡೆಸಬಹುದು ಎಂದು ಇರಾನ್ ಹಿರಿಯ ಸೇನಾ ಹಾಗೂ ಭದ್ರತಾ ಅಧಿಕಾರಿಗಳು ಎಚ್ಚರಿಕೆ ನೀಡಿದ ಬಳಿಕ, ದೇಶದ ಸುಪ್ರೀಂ ಲೀಡರ್ ಅಯತೊಲ್ಲಾ ಅಲಿ ಖಮೇನಿ ಟೆಹ್ರಾನ್ ನಲ್ಲಿರುವ ಸುರಕ್ಷಿತ ಭೂಗತ ಸ್ಥಳಕ್ಕೆ ರವಾನೆಯಾಗಿದ್ದಾರೆ ಎಂದು ಸರ್ಕಾರದ ಮೂಲಗಳನ್ನು ಉಲ್ಲೇಖಿಸಿ ಇರಾನ್ ಇಂಟರ್‌ನ್ಯಾಷನಲ್ ವರದಿ ಮಾಡಿದೆ. ಇದು ಯುದ್ಧಕಾಲೀನ ಪರಿಸ್ಥಿತಿಯಲ್ಲಿ ಗರಿಷ್ಠ ರಕ್ಷಣೆಯನ್ನು ಒದಗಿಸುವಂತೆ ವಿನ್ಯಾಸಗೊಳಿಸಲಾದ, ಪರಸ್ಪರ ಸಂಪರ್ಕಿತ ಸುರಂಗಗಳನ್ನು ಹೊಂದಿರುವ ಅತ್ಯಂತ ಸುರಕ್ಷಿತ ಸ್ಥಳವಾಗಿದೆ ಎಂದು ಹೇಳಲಾಗಿದೆ. ವರದಿಗಳ ಪ್ರಕಾರ, ಸುಪ್ರೀಂ ಲೀಡರ್ ಅವರ ಮೂರನೇ ಪುತ್ರ ಮಸೂದ್ ಖಮೇನಿ ತಮ್ಮ ತಂದೆಯ ಕಚೇರಿಯ ದೈನಂದಿನ ನಿರ್ವಹಣೆಯನ್ನು ವಹಿಸಿಕೊಂಡಿದ್ದು, ಇರಾನ್‌ನ ಕಾರ್ಯನಿರ್ವಹಣಾ ವಿಭಾಗಗಳೊಂದಿಗೆ ಸಂವಹನ ನಡೆಸುವ ಪ್ರಮುಖ ಸಂಪರ್ಕ ಸೇತುವೆಯಾಗಿ ಕಾರ್ಯನಿರ್ವಹಿಸುತ್ತಿದ್ದಾರೆ. ಟೆಹ್ರಾನ್ ಮತ್ತು ವಾಷಿಂಗ್ಟನ್ ನಡುವಿನ ಉದ್ವಿಗ್ನತೆ ತೀವ್ರಗೊಳ್ಳುತ್ತಿರುವ ನಡುವೆಯೇ, ಅಮೆರಿಕದ ನೌಕಾಪಡೆ ಮಧ್ಯಪ್ರಾಚ್ಯದತ್ತ ಸಾಗುತ್ತಿದೆ ಎಂದು ಅಧ್ಯಕ್ಷ ಡೊನಾಲ್ಡ್ ಟ್ರಂಪ್ ಎಚ್ಚರಿಕೆ ನೀಡಿದ್ದಾರೆ. ಏರ್ ಫೋರ್ಸ್ ಒನ್ ವಿಮಾನದಲ್ಲಿ ಮಾತನಾಡಿದ ಟ್ರಂಪ್, ಇರಾನ್ ವಿರುದ್ಧ ಕ್ರಮ bbox=[752, 132, 938, 414]
tejashwi-dateline: ಪಾಟ್ನಾ(ಬಿಹಾರ): bbox=[10, 1244, 53, 1253]
modi-body bbox=[498, 414, 736, 684]
jaish-body-text: ಜಮ್ಮು ಮತ್ತು ಕಾಶ್ಮೀರದ ಕಥುವಾ ಜಿಲ್ಲೆಯಲ್ಲಿ ಭದ್ರತಾ ಪಡೆಗಳು ನಡೆಸಿದ ಕಾರ್ಯಾಚರಣೆಯಲ್ಲಿ ಜೈಶ್-ಎ-ಮೊಹಮ್ಮದ್ ಸಂಘಟನೆಯ ಉಗ್ರನನ್ನು ಹೊಡೆದುರುಳಿಸಲಾಗಿದೆ. ಉಗ್ರನನ್ನು ಪಾಕಿಸ್ತಾನ ಮೂಲದ ಉಸ್ಮಾನ್ ಗುರುತಿಸಲಾಗಿದೆ. ಭಾರತೀಯ ಸೇನೆ ಮತ್ತು ಜಮ್ಮು-ಕಾಶ್ಮೀರ ಪೊಲೀಸರು ಜಂಟಿಯಾಗಿ ಕಾರ್ಯಾಚರಣೆ ನಡೆಸಿ ಉಗ್ರನನ್ನು ಬಲಿ ಪಡೆದಿವೆ. ಕಥುವಾದ ಬಿಲ್ಲಾವರ್ ಪ್ರದೇಶದ ಪರ್ಹೇಟರ್ ಎಂಬಲ್ಲಿ ಉಗ್ರರು ಅಡಗಿರುವ ನಿಖರ ಮಾಹಿತಿಯ ಮೇರೆಗೆ ಸೇನೆ ಸಿಆರ್‌ಪಿಎಫ್ ಪಡೆಗಳು ಜಂಟಿ ಕಾರ್ಯಾಚರಣೆ ಆರಂಭಿಸಿ ಪ್ರದೇಶವನ್ನು ಸುತ್ತುವರಿದಿದ್ದವು. ಈ ವೇಳೆ ತಾನು ಅಡಗಿದ್ದ ಮನೆಯಲ್ಲಿದ್ದ ಕುಟುಂಬದ ಸದಸ್ಯರನ್ನೇ ಬಂಧಿಯಾಗಿಸಿ ಉಗ್ರ ತಪ್ಪಿಸಿಕೊಳ್ಳಲು ಯತ್ನಿಸಿದ್ದ. ಅವರ ಚಾಣಾಕ್ಷತನದಿಂದ ಕಾರ್ಯಾಚರಣೆ ನಡೆಸಿದ ಸೇನೆಯು, ಒತ್ತೆಯಾಳುಗಳನ್ನು ರಕ್ಷಿಸಿ ಉಗ್ರನನ್ನು ಹೊಡೆದುರುಳಿಸಿದೆ ಎಂದು ಕಥುವಾ ಹಿರಿಯ ಪೊಲೀಸ್ ವರಿಷ್ಠಾಧಿಕಾರಿ ಮೋಹಿತಾ ಶರ್ಮ ತಿಳಿಸಿದ್ದಾರೆ. bbox=[10, 940, 152, 1144]
shubhanshu-article bbox=[10, 412, 230, 910]
modi-dateline: ನವದೆಹಲಿ: bbox=[616, 416, 644, 425]
camel-subhead: ಬ್ಯಾಕ್ಟ್ರಿಯನ್ ಒಂಟೆಗಳ ವಿಶೇಷತೆ ಏನು?: bbox=[799, 1246, 907, 1255]
parade-headline: ಪರೇಡ್‌ನಲ್ಲಿ ಕರ್ನಾಟಕ ಮುಧೋಳ ಶ್ವಾನ ಆಕರ್ಷಣೆ; ಗಮನ ಸೆಳೆದ ಬ್ಯಾಕ್ಟ್ರಿಯನ್ ಒಂಟೆ, ಶಿಕಾರಿ ಪಕ್ಷಿ; ಇವುಗಳ ವಿಶೇಷತೆ ಏನು? bbox=[355, 1179, 925, 1230]
president-headline: ದೇಶದ ಆರ್ಥಿಕ ಗುರಿ ರೂಪಿಸುವಲ್ಲಿ 'ಆತ್ಮನಿರ್ಭರ', 'ಸ್ವದೇಶಿ' ಮಾರ್ಗದರ್ಶಿ ತತ್ವಗಳು: ರಾಷ್ಟ್ರಪತಿ bbox=[255, 287, 717, 358]
bangladesh-headline: ಬಾಂಗ್ಲಾದೇಶ: 25 ವರ್ಷದ ಹಿಂದೂ ಯುವಕ ಸಜೀವ ದಹನ bbox=[752, 440, 929, 476]
stalin-col2: ಹಿಂದಿ ಹೇರಿಕೆಯ ವಿರುದ್ಧ ಒಗ್ಗಟ್ಟಿನಿಂದ ಹೋರಾಟ ಮಾಡಿದ ತಮಿಳುನಾಡಿನ ಜನರಿಗೆ ಸಂದೇಶ ನೀಡಿದ್ದಾರೆ. ಭಾಷೆಯ ಮೇಲಿನ ಪ್ರೀತಿ ಎಂದಿಗೂ ಕಡಿಮೆಯಾಗುವುದಿಲ್ಲ ಎಂದು ಅವರು ಹೇಳಿದರು. 1965ರಲ್ಲಿ ಹಿಂದಿ ವಿರೋಧಿ ಆಂದೋಲನದಲ್ಲಿ ಪ್ರಾಣ ತ್ಯಾಗ ಮಾಡಿದವರನ್ನು ಸ್ಮರಿಸಿದರು. bbox=[404, 768, 566, 829]
camel-photo bbox=[472, 1244, 580, 1394]
eagle-photo bbox=[582, 1244, 700, 1394]
building bbox=[270, 128, 380, 218]
himachal-headline: ಹಿಮಾಚಲ ಪ್ರದೇಶ: ಕುಲು ಮನಾಲಿಯಲ್ಲಿ ಸಂಚಾರ ದುಸ್ತರ bbox=[408, 62, 722, 119]
page-number: 7 bbox=[894, 0, 926, 58]
president-dateline: ನವದೆಹಲಿ: bbox=[330, 376, 358, 385]
iran-dateline: ನವದೆಹಲಿ: bbox=[846, 132, 874, 141]
stalin-dateline: ಚೆನ್ನೈ (ತಮಿಳುನಾಡು): bbox=[236, 768, 296, 777]
